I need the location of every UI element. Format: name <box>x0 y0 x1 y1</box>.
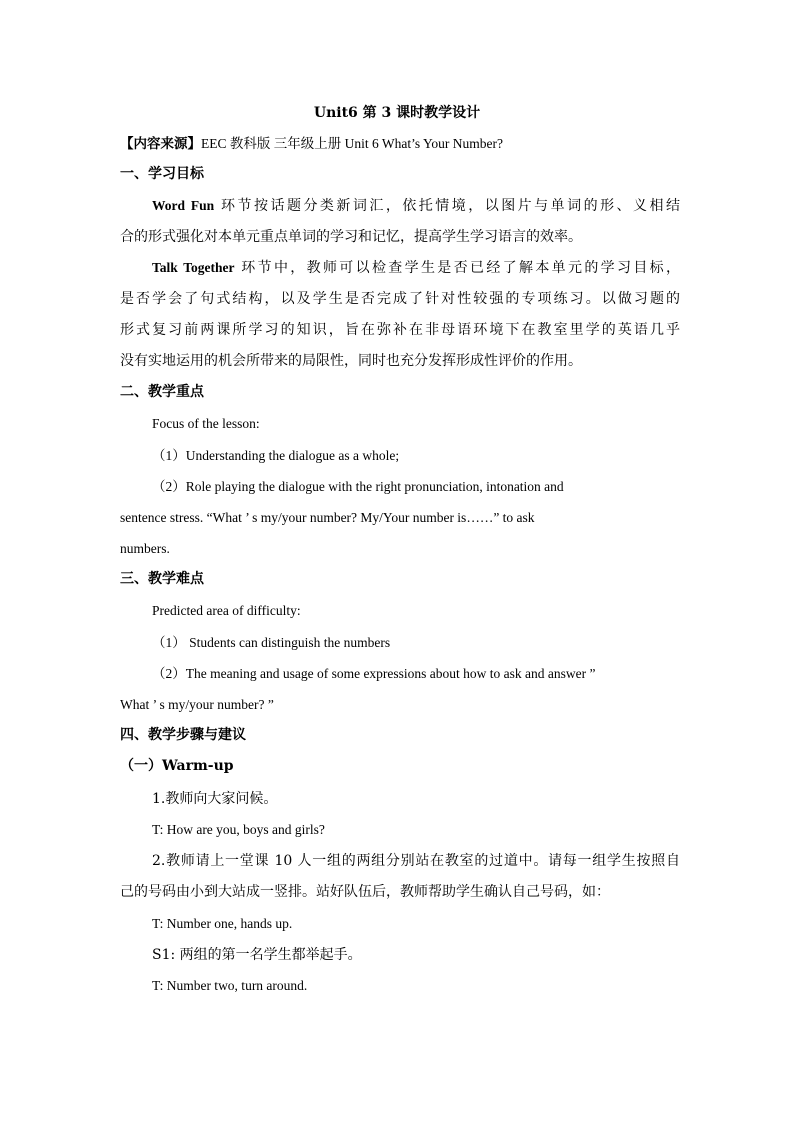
focus-item-2-line-2: sentence stress. “What ’ s my/your number? My/Your number is……” to ask <box>120 510 535 525</box>
step-line-4: T: Number one, hands up. <box>152 916 293 931</box>
step-line-3b: 己的号码由小到大站成一竖排。站好队伍后，教师帮助学生确认自己号码，如： <box>120 884 610 900</box>
difficulty-item-2-line-2: What ’ s my/your number? ” <box>120 697 274 712</box>
section-heading-difficulty: 三、教学难点 <box>120 571 204 587</box>
content-source <box>120 134 680 154</box>
paragraph-talk-together-line-3: 形式复习前两课所学习的知识，旨在弥补在非母语环境下在教室里学的英语几乎 <box>120 322 680 338</box>
step-line-6: T: Number two, turn around. <box>152 978 308 993</box>
paragraph-word-fun-line-1: Word Fun 环节按话题分类新词汇，依托情境，以图片与单词的形、义相结 <box>152 198 680 214</box>
focus-intro: Focus of the lesson: <box>152 416 260 431</box>
focus-item-1: （1）Understanding the dialogue as a whole; <box>152 448 400 463</box>
step-line-1: 1.教师向大家问候。 <box>152 791 278 807</box>
focus-item-2-line-1: （2）Role playing the dialogue with the right pronunciation, intonation and <box>152 479 564 494</box>
step-line-3a: 2.教师请上一堂课 10 人一组的两组分别站在教室的过道中。请每一组学生按照自 <box>152 853 680 869</box>
page-title: Unit6 第 3 课时教学设计 <box>313 105 481 121</box>
paragraph-word-fun-line-2: 合的形式强化对本单元重点单词的学习和记忆，提高学生学习语言的效率。 <box>120 229 582 245</box>
paragraph-talk-together-line-4: 没有实地运用的机会所带来的局限性，同时也充分发挥形成性评价的作用。 <box>120 353 582 369</box>
step-line-2: T: How are you, boys and girls? <box>152 822 325 837</box>
difficulty-item-1: （1） Students can distinguish the numbers <box>152 635 391 650</box>
word-fun-term: Word Fun <box>152 198 215 213</box>
paragraph-talk-together-line-1: Talk Together 环节中，教师可以检查学生是否已经了解本单元的学习目标， <box>152 260 681 276</box>
section-heading-steps: 四、教学步骤与建议 <box>120 727 246 743</box>
section-heading-focus: 二、教学重点 <box>120 384 204 400</box>
talk-together-term: Talk Together <box>152 260 235 275</box>
content-source-text: EEC 教科版 三年级上册 Unit 6 What’s Your Number? <box>201 136 503 151</box>
focus-item-2-line-3: numbers. <box>120 541 170 556</box>
section-heading-objectives: 一、学习目标 <box>120 166 204 182</box>
paragraph-talk-together-line-2: 是否学会了句式结构，以及学生是否完成了针对性较强的专项练习。以做习题的 <box>120 291 680 307</box>
difficulty-intro: Predicted area of difficulty: <box>152 603 301 618</box>
content-source-label: 【内容来源】 <box>120 136 201 151</box>
subsection-warm-up: （一）Warm-up <box>120 758 234 774</box>
step-line-5: S1: 两组的第一名学生都举起手。 <box>152 947 362 963</box>
difficulty-item-2-line-1: （2）The meaning and usage of some expressions about how to ask and answer ” <box>152 666 596 681</box>
